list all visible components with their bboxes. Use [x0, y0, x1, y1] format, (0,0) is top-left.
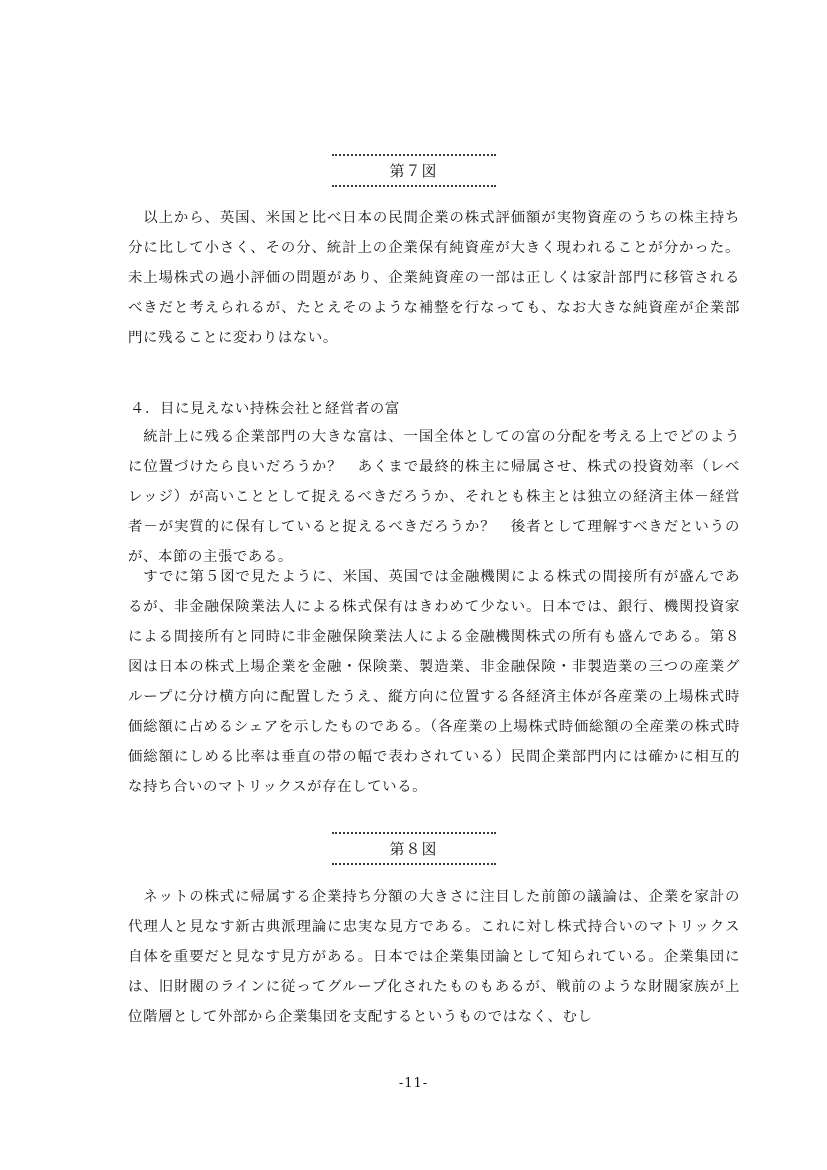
- paragraph-corporate-wealth: 統計上に残る企業部門の大きな富は、一国全体としての富の分配を考える上でどのように位置づけたら良いだろうか？ あくまで最終的株主に帰属させ、株式の投資効率（レベレッジ）が高いこととして捉えるべきだろうか、それとも株主とは独立の経済主体－経営者－が実質的に保有していると捉えるべきだろうか？ 後者として理解すべきだというのが、本節の主張である。: [128, 429, 740, 565]
- paragraph-keiretsu: ネットの株式に帰属する企業持ち分額の大きさに注目した前節の議論は、企業を家計の代理人と見なす新古典派理論に忠実な見方である。これに対し株式持合いのマトリックス自体を重要だと見なす見方がある。日本では企業集団論として知られている。企業集団には、旧財閥のラインに従ってグループ化されたものもあるが、戦前のような財閥家族が上位階層として外部から企業集団を支配するというものではなく、むし: [128, 889, 740, 1025]
- section-heading: ４．目に見えない持株会社と経営者の富: [130, 401, 400, 417]
- figure-7-caption: [0, 154, 827, 187]
- paragraph-cross-holding: すでに第５図で見たように、米国、英国では金融機関による株式の間接所有が盛んであるが、非金融保険業法人による株式保有はきわめて少ない。日本では、銀行、機関投資家による間接所有と同時に非金融保険業法人による金融機関株式の所有も盛んである。第８図は日本の株式上場企業を金融・保険業、製造業、非金融保険・非製造業の三つの産業グループに分け横方向に配置したうえ、縦方向に位置する各経済主体が各産業の上場株式時価総額に占めるシェアを示したものである。（各産業の上場株式時価総額の全産業の株式時価総額にしめる比率は垂直の帯の幅で表わされている）民間企業部門内には確かに相互的な持ち合いのマトリックスが存在している。: [128, 569, 740, 795]
- figure-7-top-rule: [332, 154, 496, 156]
- figure-7-bottom-rule: [332, 185, 496, 187]
- figure-8-top-rule: [332, 832, 496, 834]
- figure-8-bottom-rule: [332, 863, 496, 865]
- figure-7-label: 第７図: [389, 162, 438, 180]
- figure-8-caption: [0, 832, 827, 865]
- page-number: -11-: [398, 1076, 429, 1091]
- figure-8-label: 第８図: [389, 840, 438, 858]
- paragraph-conclusion: 以上から、英国、米国と比べ日本の民間企業の株式評価額が実物資産のうちの株主持ち分に比して小さく、その分、統計上の企業保有純資産が大きく現われることが分かった。未上場株式の過小評価の問題があり、企業純資産の一部は正しくは家計部門に移管されるべきだと考えられるが、たとえそのような補整を行なっても、なお大きな純資産が企業部門に残ることに変わりはない。: [128, 210, 740, 346]
